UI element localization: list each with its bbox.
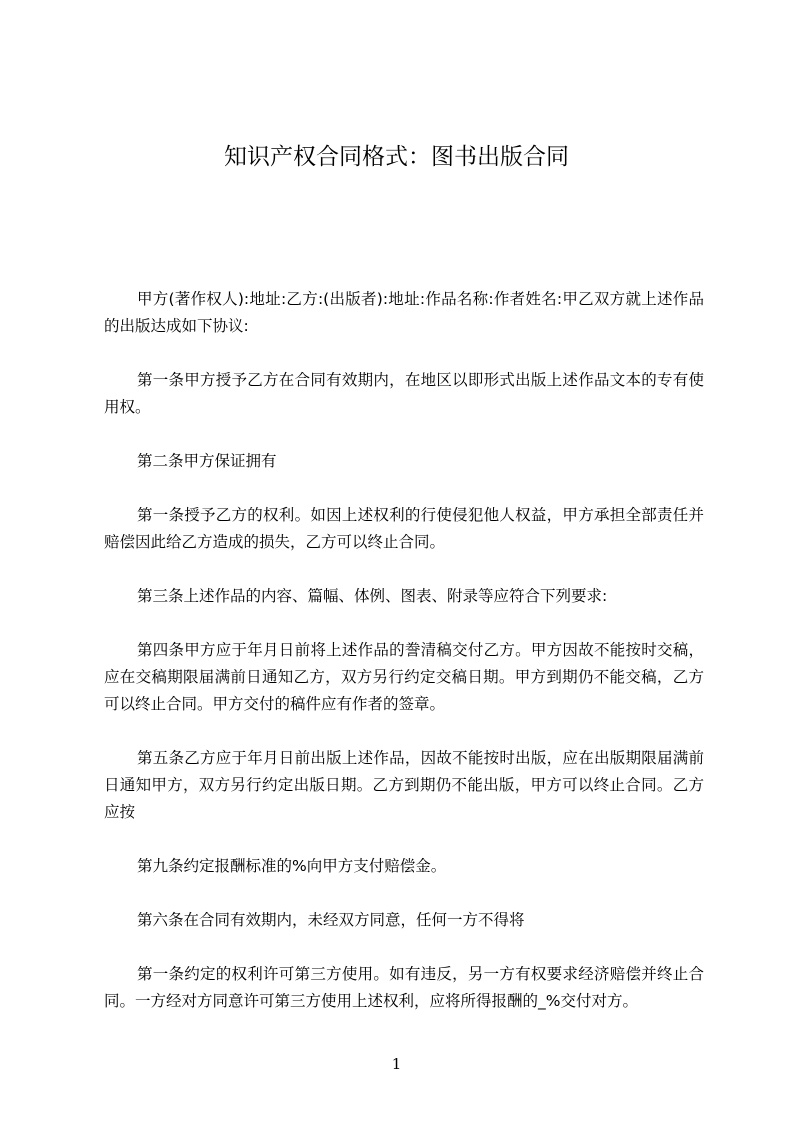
document-body (104, 286, 704, 1042)
paragraph-article-1-rights: 第一条授予乙方的权利。如因上述权利的行使侵犯他人权益，甲方承担全部责任并赔偿因此给乙方造成的损失，乙方可以终止合同。 (104, 506, 704, 551)
page-number: 1 (391, 1055, 402, 1073)
paragraph-article-9: 第九条约定报酬标准的%向甲方支付赔偿金。 (137, 857, 447, 875)
paragraph-article-1: 第一条甲方授予乙方在合同有效期内，在地区以即形式出版上述作品文本的专有使用权。 (104, 371, 704, 416)
paragraph-article-2: 第二条甲方保证拥有 (137, 452, 277, 470)
paragraph-article-3: 第三条上述作品的内容、篇幅、体例、图表、附录等应符合下列要求: (137, 587, 608, 605)
paragraph-article-6: 第六条在合同有效期内，未经双方同意，任何一方不得将 (137, 911, 525, 929)
document-title: 知识产权合同格式：图书出版合同 (224, 144, 569, 170)
paragraph-article-1-license: 第一条约定的权利许可第三方使用。如有违反，另一方有权要求经济赔偿并终止合同。一方经对方同意许可第三方使用上述权利，应将所得报酬的_%交付对方。 (104, 965, 704, 1010)
paragraph-article-4: 第四条甲方应于年月日前将上述作品的誊清稿交付乙方。甲方因故不能按时交稿，应在交稿期限届满前日通知乙方，双方另行约定交稿日期。甲方到期仍不能交稿，乙方可以终止合同。甲方交付的稿件应有作者的签章。 (104, 641, 704, 713)
paragraph-parties: 甲方(著作权人):地址:乙方:(出版者):地址:作品名称:作者姓名:甲乙双方就上述作品的出版达成如下协议: (104, 290, 704, 335)
paragraph-article-5: 第五条乙方应于年月日前出版上述作品，因故不能按时出版，应在出版期限届满前日通知甲方，双方另行约定出版日期。乙方到期仍不能出版，甲方可以终止合同。乙方应按 (104, 749, 704, 821)
